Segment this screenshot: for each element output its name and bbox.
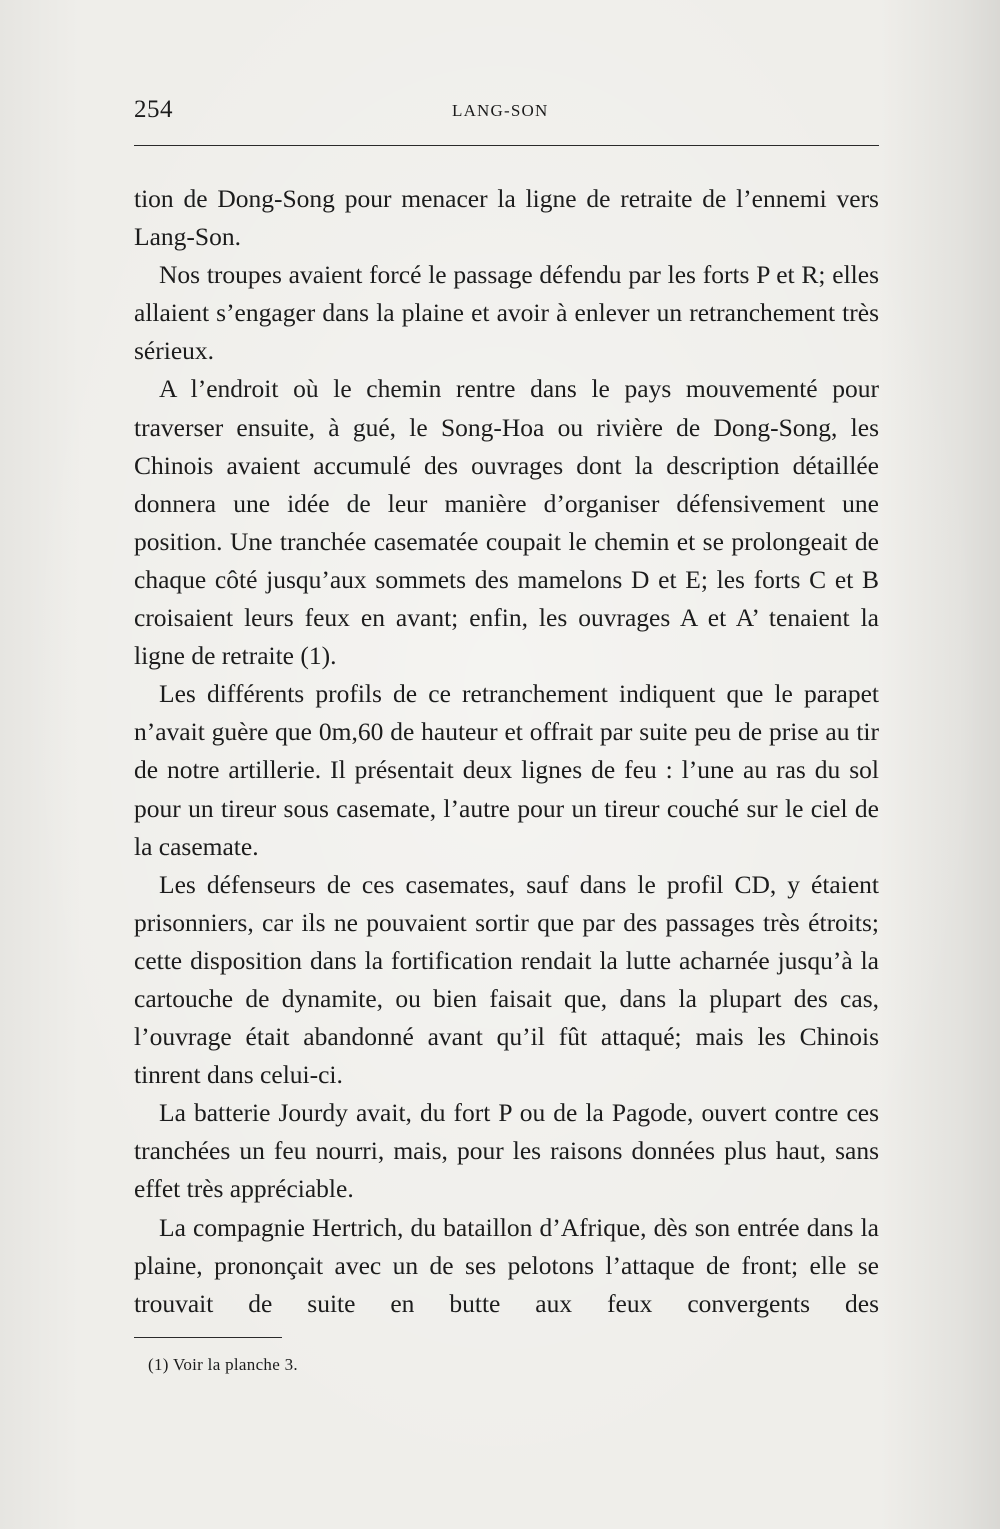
running-head: LANG-SON	[452, 101, 549, 120]
footnote: (1) Voir la planche 3.	[148, 1355, 298, 1374]
body-text	[134, 180, 879, 1323]
paragraph: La batterie Jourdy avait, du fort P ou de la Pagode, ouvert contre ces tranchées un feu nourri, mais, pour les raisons données plus haut, sans effet très appréciable.	[134, 1098, 879, 1204]
paragraph: tion de Dong-Song pour menacer la ligne de retraite de l’ennemi vers Lang-Son.	[134, 184, 879, 252]
paragraph: A l’endroit où le chemin rentre dans le pays mouvementé pour traverser ensuite, à gué, le Song-Hoa ou rivière de Dong-Song, les Chinois avaient accumulé des ouvrages dont la description détaillée donnera une idée de leur manière d’organiser défensivement une position. Une tranchée casematée coupait le chemin et se prolongeait de chaque côté jusqu’aux sommets des mamelons D et E; les forts C et B croisaient leurs feux en avant; enfin, les ouvrages A et A’ tenaient la ligne de retraite (1).	[134, 374, 879, 671]
footnote-rule	[134, 1337, 282, 1338]
paragraph: Nos troupes avaient forcé le passage défendu par les forts P et R; elles allaient s’engager dans la plaine et avoir à enlever un retranchement très sérieux.	[134, 260, 879, 366]
page-number: 254	[134, 96, 173, 123]
paragraph: Les différents profils de ce retranchement indiquent que le parapet n’avait guère que 0m,60 de hauteur et offrait par suite peu de prise au tir de notre artillerie. Il présentait deux lignes de feu : l’une au ras du sol pour un tireur sous casemate, l’autre pour un tireur couché sur le ciel de la casemate.	[134, 679, 879, 861]
page-header	[134, 96, 879, 132]
header-rule	[134, 145, 879, 146]
paragraph: La compagnie Hertrich, du bataillon d’Afrique, dès son entrée dans la plaine, prononçait avec un de ses pelotons l’attaque de front; elle se trouvait de suite en butte aux feux convergents des	[134, 1212, 879, 1318]
paragraph: Les défenseurs de ces casemates, sauf dans le profil CD, y étaient prisonniers, car ils ne pouvaient sortir que par des passages très étroits; cette disposition dans la fortification rendait la lutte acharnée jusqu’à la cartouche de dynamite, ou bien faisait que, dans la plupart des cas, l’ouvrage était abandonné avant qu’il fût attaqué; mais les Chinois tinrent dans celui-ci.	[134, 869, 879, 1090]
